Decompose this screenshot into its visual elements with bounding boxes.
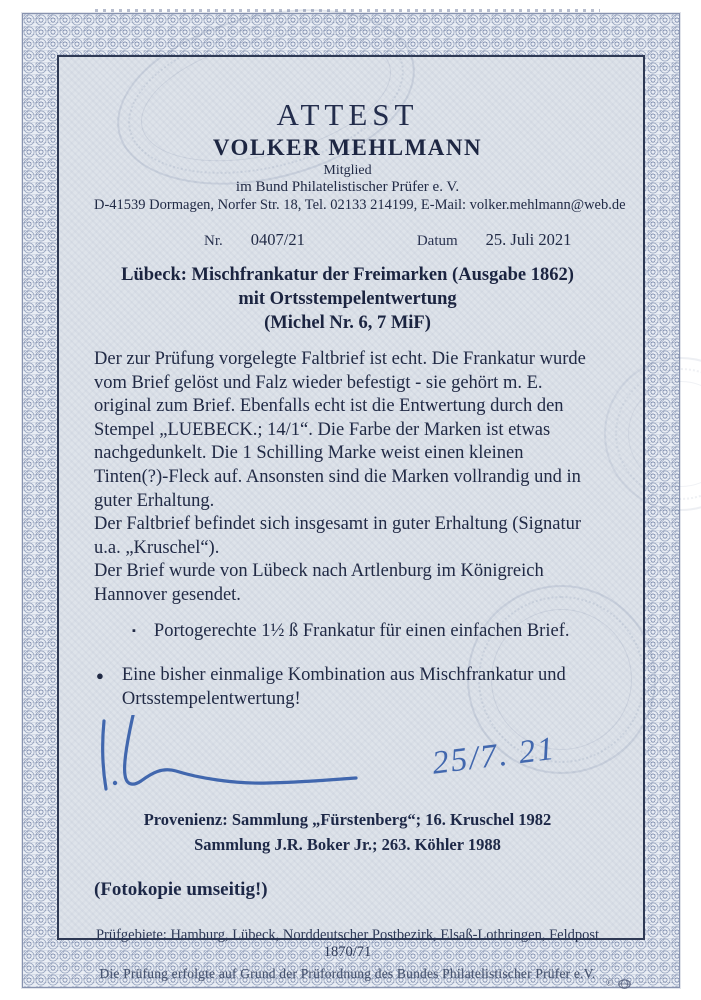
subject-line-2: mit Ortsstempelentwertung	[238, 289, 457, 309]
provenance-line-2: Sammlung J.R. Boker Jr.; 263. Köhler 1988	[194, 835, 501, 855]
provenance-block	[94, 807, 601, 857]
bullet-item-combination	[94, 664, 601, 711]
copyright-symbol: ©	[606, 978, 614, 989]
microprint-text: ·········· ·······	[634, 981, 674, 986]
subject-line-3: (Michel Nr. 6, 7 MiF)	[264, 313, 431, 333]
member-line: Mitglied	[323, 163, 372, 178]
photocopy-note: (Fotokopie umseitig!)	[94, 879, 268, 901]
subject-line-1: Lübeck: Mischfrankatur der Freimarken (Ausgabe 1862)	[121, 265, 574, 285]
association-line: im Bund Philatelistischer Prüfer e. V.	[235, 179, 460, 195]
handwritten-date: 25/7. 21	[430, 731, 558, 782]
number-label: Nr.	[204, 233, 223, 249]
examiner-name: VOLKER MEHLMANN	[212, 135, 483, 160]
bullet-item-postage	[94, 620, 601, 644]
findings-text	[94, 348, 601, 608]
findings-paragraph-2: Der Faltbrief befindet sich insgesamt in guter Erhaltung (Signatur u.a. „Kruschel“).	[94, 514, 582, 558]
examiner-signature	[88, 715, 608, 807]
signature-stroke	[125, 715, 356, 784]
findings-paragraph-1: Der zur Prüfung vorgelegte Faltbrief ist echt. Die Frankatur wurde vom Brief gelöst und Falz wieder befestigt - sie gehört m. E. original zum Brief. Ebenfalls echt ist die Entwertung durch den Stempel „LUEBECK.; 14/1“. Die Farbe der Marken ist etwas nachgedunkelt. Die 1 Schilling Marke weist einen kleinen Tinten(?)-Fleck auf. Ansonsten sind die Marken vollrandig und in guter Erhaltung.	[94, 349, 586, 511]
bullet-text: Eine bisher einmalige Kombination aus Mischfrankatur und Ortsstempelentwertung!	[121, 665, 566, 709]
number-date-row	[94, 230, 601, 250]
date-label: Datum	[416, 233, 458, 249]
round-bullet-icon: ●	[96, 668, 104, 684]
bullet-text: Portogerechte 1½ ß Frankatur für einen einfachen Brief.	[153, 620, 570, 641]
certificate-paper	[57, 55, 645, 982]
footer-regulation: Die Prüfung erfolgte auf Grund der Prüfordnung des Bundes Philatelistischer Prüfer e.V.	[99, 966, 596, 982]
square-bullet-icon: ▪	[132, 624, 136, 637]
address-line: D-41539 Dormagen, Norfer Str. 18, Tel. 02133 214199, E-Mail: volker.mehlmann@web.de	[94, 197, 626, 213]
doc-type-title: ATTEST	[276, 97, 419, 132]
subject-title	[94, 263, 601, 335]
signature-stroke	[103, 721, 106, 789]
date-value: 25. Juli 2021	[485, 230, 572, 249]
findings-paragraph-3: Der Brief wurde von Lübeck nach Artlenburg im Königreich Hannover gesendet.	[94, 561, 544, 605]
footer-test-areas: Prüfgebiete: Hamburg, Lübeck, Norddeutscher Postbezirk, Elsaß-Lothringen, Feldpost 1870/71	[95, 927, 600, 961]
provenance-line-1: Provenienz: Sammlung „Fürstenberg“; 16. Kruschel 1982	[143, 810, 552, 830]
number-value: 0407/21	[250, 230, 305, 249]
signature-area	[94, 715, 601, 805]
